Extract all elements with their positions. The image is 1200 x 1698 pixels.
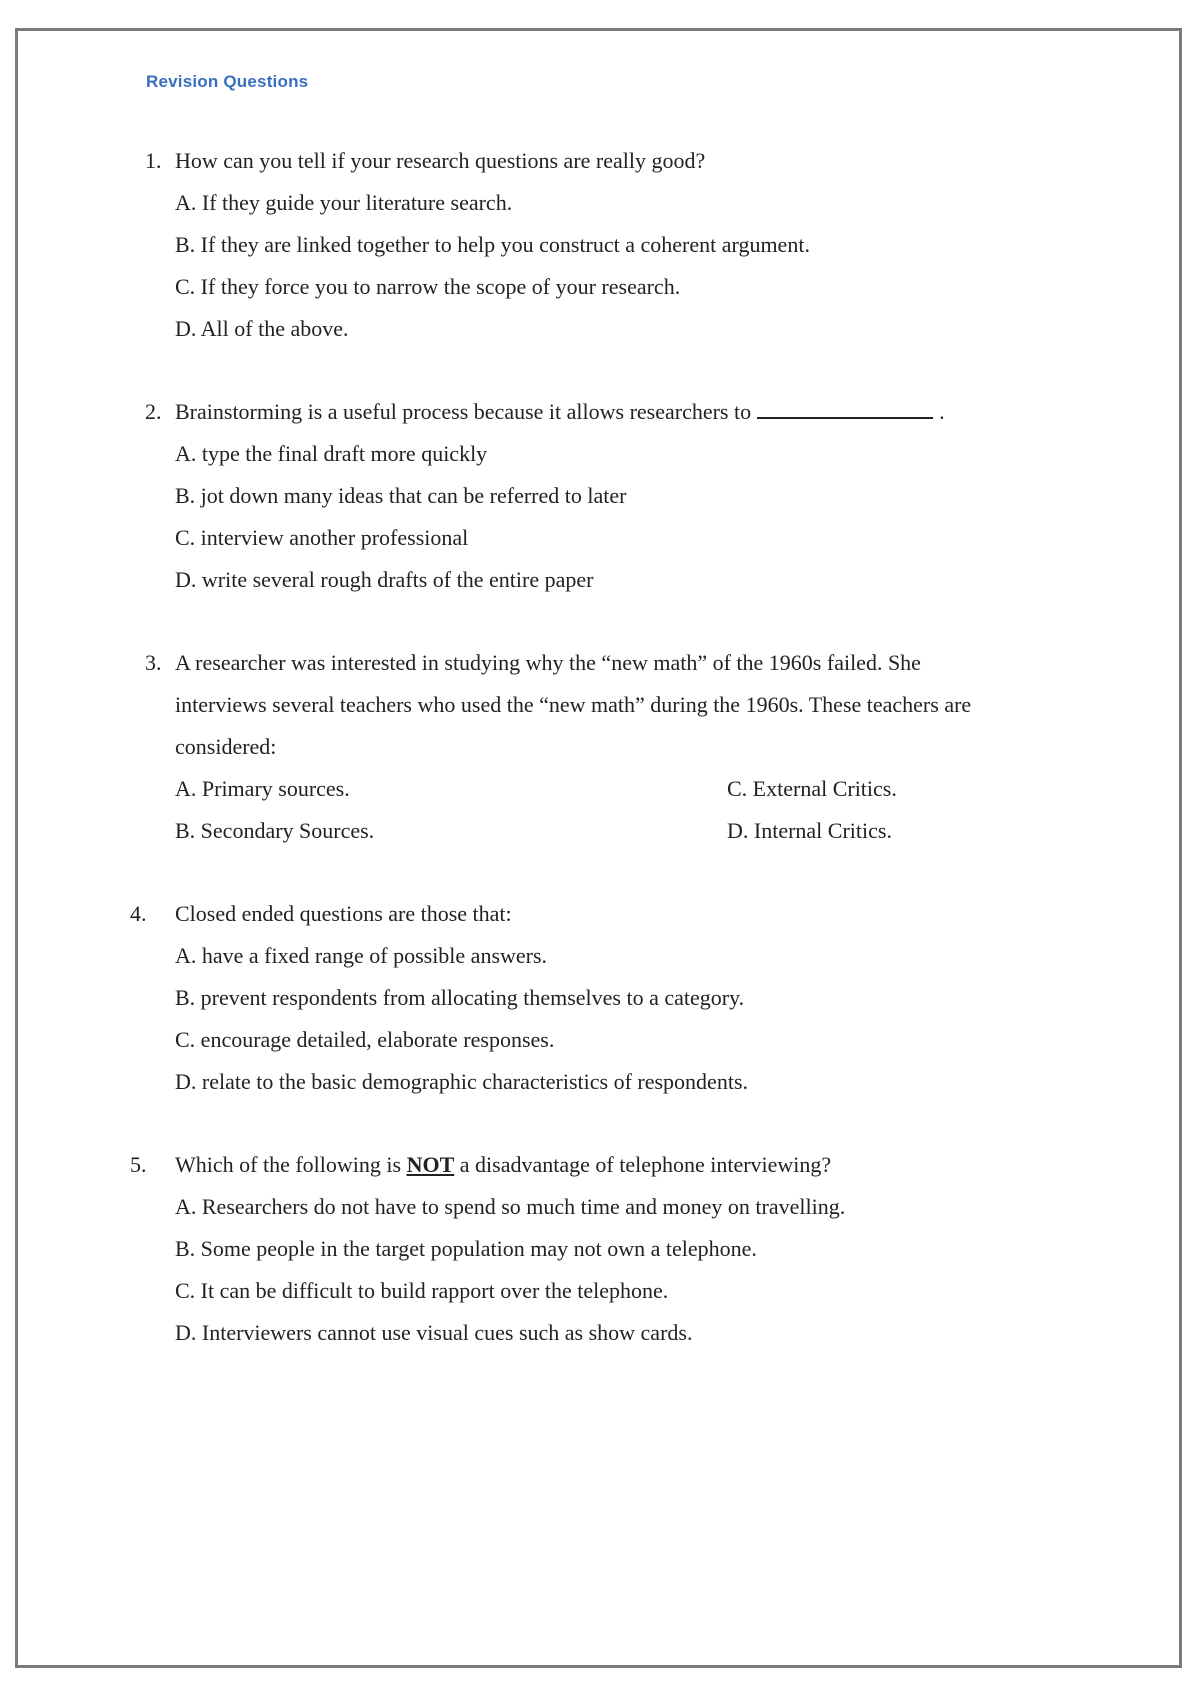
- question-number: 2.: [145, 399, 162, 424]
- question-stem-line-1: A researcher was interested in studying why the “new math” of the 1960s failed. She: [175, 650, 921, 675]
- answer-option-d: D. Internal Critics.: [727, 818, 892, 843]
- question-number: 4.: [130, 901, 147, 926]
- answer-option-d: D. relate to the basic demographic characteristics of respondents.: [175, 1069, 748, 1094]
- answer-option-b: B. prevent respondents from allocating themselves to a category.: [175, 985, 745, 1010]
- fill-in-blank: [757, 397, 933, 419]
- answer-option-a: A. have a fixed range of possible answers.: [175, 943, 548, 968]
- question-number: 3.: [145, 650, 162, 675]
- page-title: Revision Questions: [146, 72, 309, 91]
- answer-option-a: A. Primary sources.: [175, 776, 350, 801]
- answer-option-c: C. It can be difficult to build rapport over the telephone.: [175, 1278, 669, 1303]
- question-2: [130, 391, 1090, 601]
- question-stem-post: a disadvantage of telephone interviewing?: [459, 1152, 832, 1177]
- question-stem-end: .: [939, 399, 945, 424]
- question-number: 1.: [145, 148, 162, 173]
- answer-option-d: D. Interviewers cannot use visual cues such as show cards.: [175, 1320, 693, 1345]
- question-stem-line-2: interviews several teachers who used the “new math” during the 1960s. These teachers are: [175, 692, 972, 717]
- question-stem: How can you tell if your research questions are really good?: [175, 148, 706, 173]
- answer-option-c: C. encourage detailed, elaborate responses.: [175, 1027, 555, 1052]
- question-stem-emphasis: NOT: [406, 1152, 455, 1177]
- answer-option-d: D. All of the above.: [175, 316, 349, 341]
- question-4: [130, 893, 1090, 1103]
- answer-option-c: C. interview another professional: [175, 525, 469, 550]
- answer-option-b: B. If they are linked together to help you construct a coherent argument.: [175, 232, 810, 257]
- answer-options-grid: [130, 768, 1090, 852]
- question-stem-pre: Which of the following is: [175, 1152, 402, 1177]
- answer-option-a: A. type the final draft more quickly: [175, 441, 488, 466]
- question-stem: Closed ended questions are those that:: [175, 901, 512, 926]
- answer-option-c: C. If they force you to narrow the scope of your research.: [175, 274, 681, 299]
- answer-option-b: B. Secondary Sources.: [175, 818, 375, 843]
- answer-option-b: B. Some people in the target population may not own a telephone.: [175, 1236, 757, 1261]
- answer-option-a: A. Researchers do not have to spend so much time and money on travelling.: [175, 1194, 846, 1219]
- answer-option-b: B. jot down many ideas that can be referred to later: [175, 483, 627, 508]
- question-5: [130, 1144, 1090, 1354]
- answer-option-d: D. write several rough drafts of the entire paper: [175, 567, 594, 592]
- question-1: [130, 140, 1090, 350]
- answer-option-c: C. External Critics.: [727, 776, 897, 801]
- question-number: 5.: [130, 1152, 147, 1177]
- question-3: [130, 642, 1090, 852]
- question-stem-line-3: considered:: [175, 734, 277, 759]
- answer-option-a: A. If they guide your literature search.: [175, 190, 513, 215]
- question-stem: Brainstorming is a useful process because it allows researchers to: [175, 399, 752, 424]
